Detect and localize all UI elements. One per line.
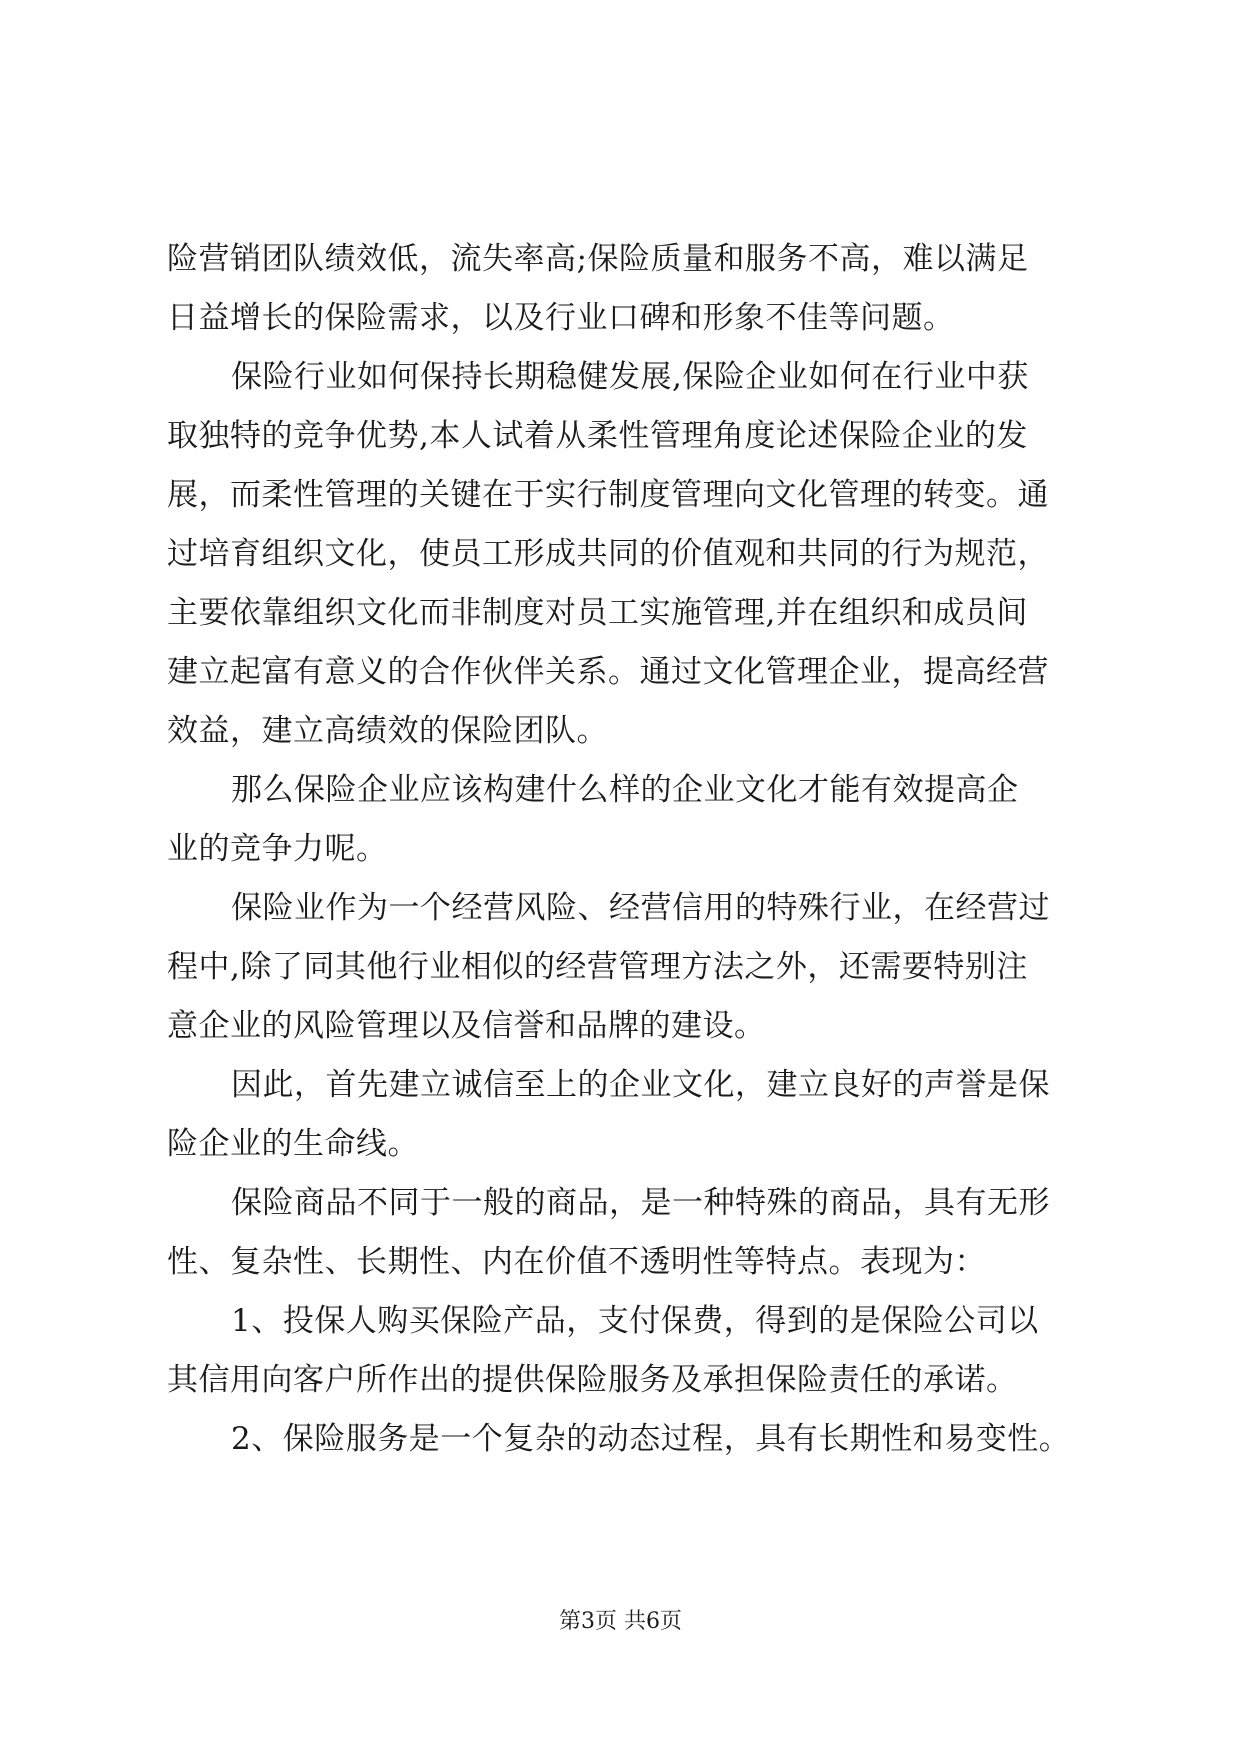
text-line: 展，而柔性管理的关键在于实行制度管理向文化管理的转变。通 (167, 477, 1049, 513)
text-line: 日益增长的保险需求，以及行业口碑和形象不佳等问题。 (167, 300, 955, 336)
paragraph-start-line: 因此，首先建立诚信至上的企业文化，建立良好的声誉是保 (231, 1067, 1050, 1103)
text-line: 其信用向客户所作出的提供保险服务及承担保险责任的承诺。 (167, 1362, 1018, 1398)
text-line: 取独特的竞争优势,本人试着从柔性管理角度论述保险企业的发 (167, 418, 1028, 454)
text-line: 业的竞争力呢。 (167, 831, 388, 867)
text-line: 险企业的生命线。 (167, 1126, 419, 1162)
text-line: 险营销团队绩效低，流失率高;保险质量和服务不高，难以满足 (167, 241, 1029, 277)
text-line: 意企业的风险管理以及信誉和品牌的建设。 (167, 1008, 766, 1044)
text-line: 程中,除了同其他行业相似的经营管理方法之外，还需要特别注 (167, 949, 1028, 985)
text-line: 性、复杂性、长期性、内在价值不透明性等特点。表现为： (167, 1244, 986, 1280)
text-line: 效益，建立高绩效的保险团队。 (167, 713, 608, 749)
text-line: 过培育组织文化，使员工形成共同的价值观和共同的行为规范， (167, 536, 1049, 572)
paragraph-start-line: 保险业作为一个经营风险、经营信用的特殊行业，在经营过 (231, 890, 1050, 926)
paragraph-start-line: 1、投保人购买保险产品，支付保费，得到的是保险公司以 (231, 1303, 1039, 1339)
text-line: 建立起富有意义的合作伙伴关系。通过文化管理企业，提高经营 (167, 654, 1049, 690)
paragraph-start-line: 保险商品不同于一般的商品，是一种特殊的商品，具有无形 (231, 1185, 1050, 1221)
paragraph-start-line: 2、保险服务是一个复杂的动态过程，具有长期性和易变性。 (231, 1421, 1071, 1457)
text-line: 主要依靠组织文化而非制度对员工实施管理,并在组织和成员间 (167, 595, 1028, 631)
document-body (167, 230, 1082, 1469)
paragraph-start-line: 那么保险企业应该构建什么样的企业文化才能有效提高企 (231, 772, 1019, 808)
paragraph-start-line: 保险行业如何保持长期稳健发展,保险企业如何在行业中获 (231, 359, 1029, 395)
page-number-footer: 第3页 共6页 (559, 1609, 682, 1634)
